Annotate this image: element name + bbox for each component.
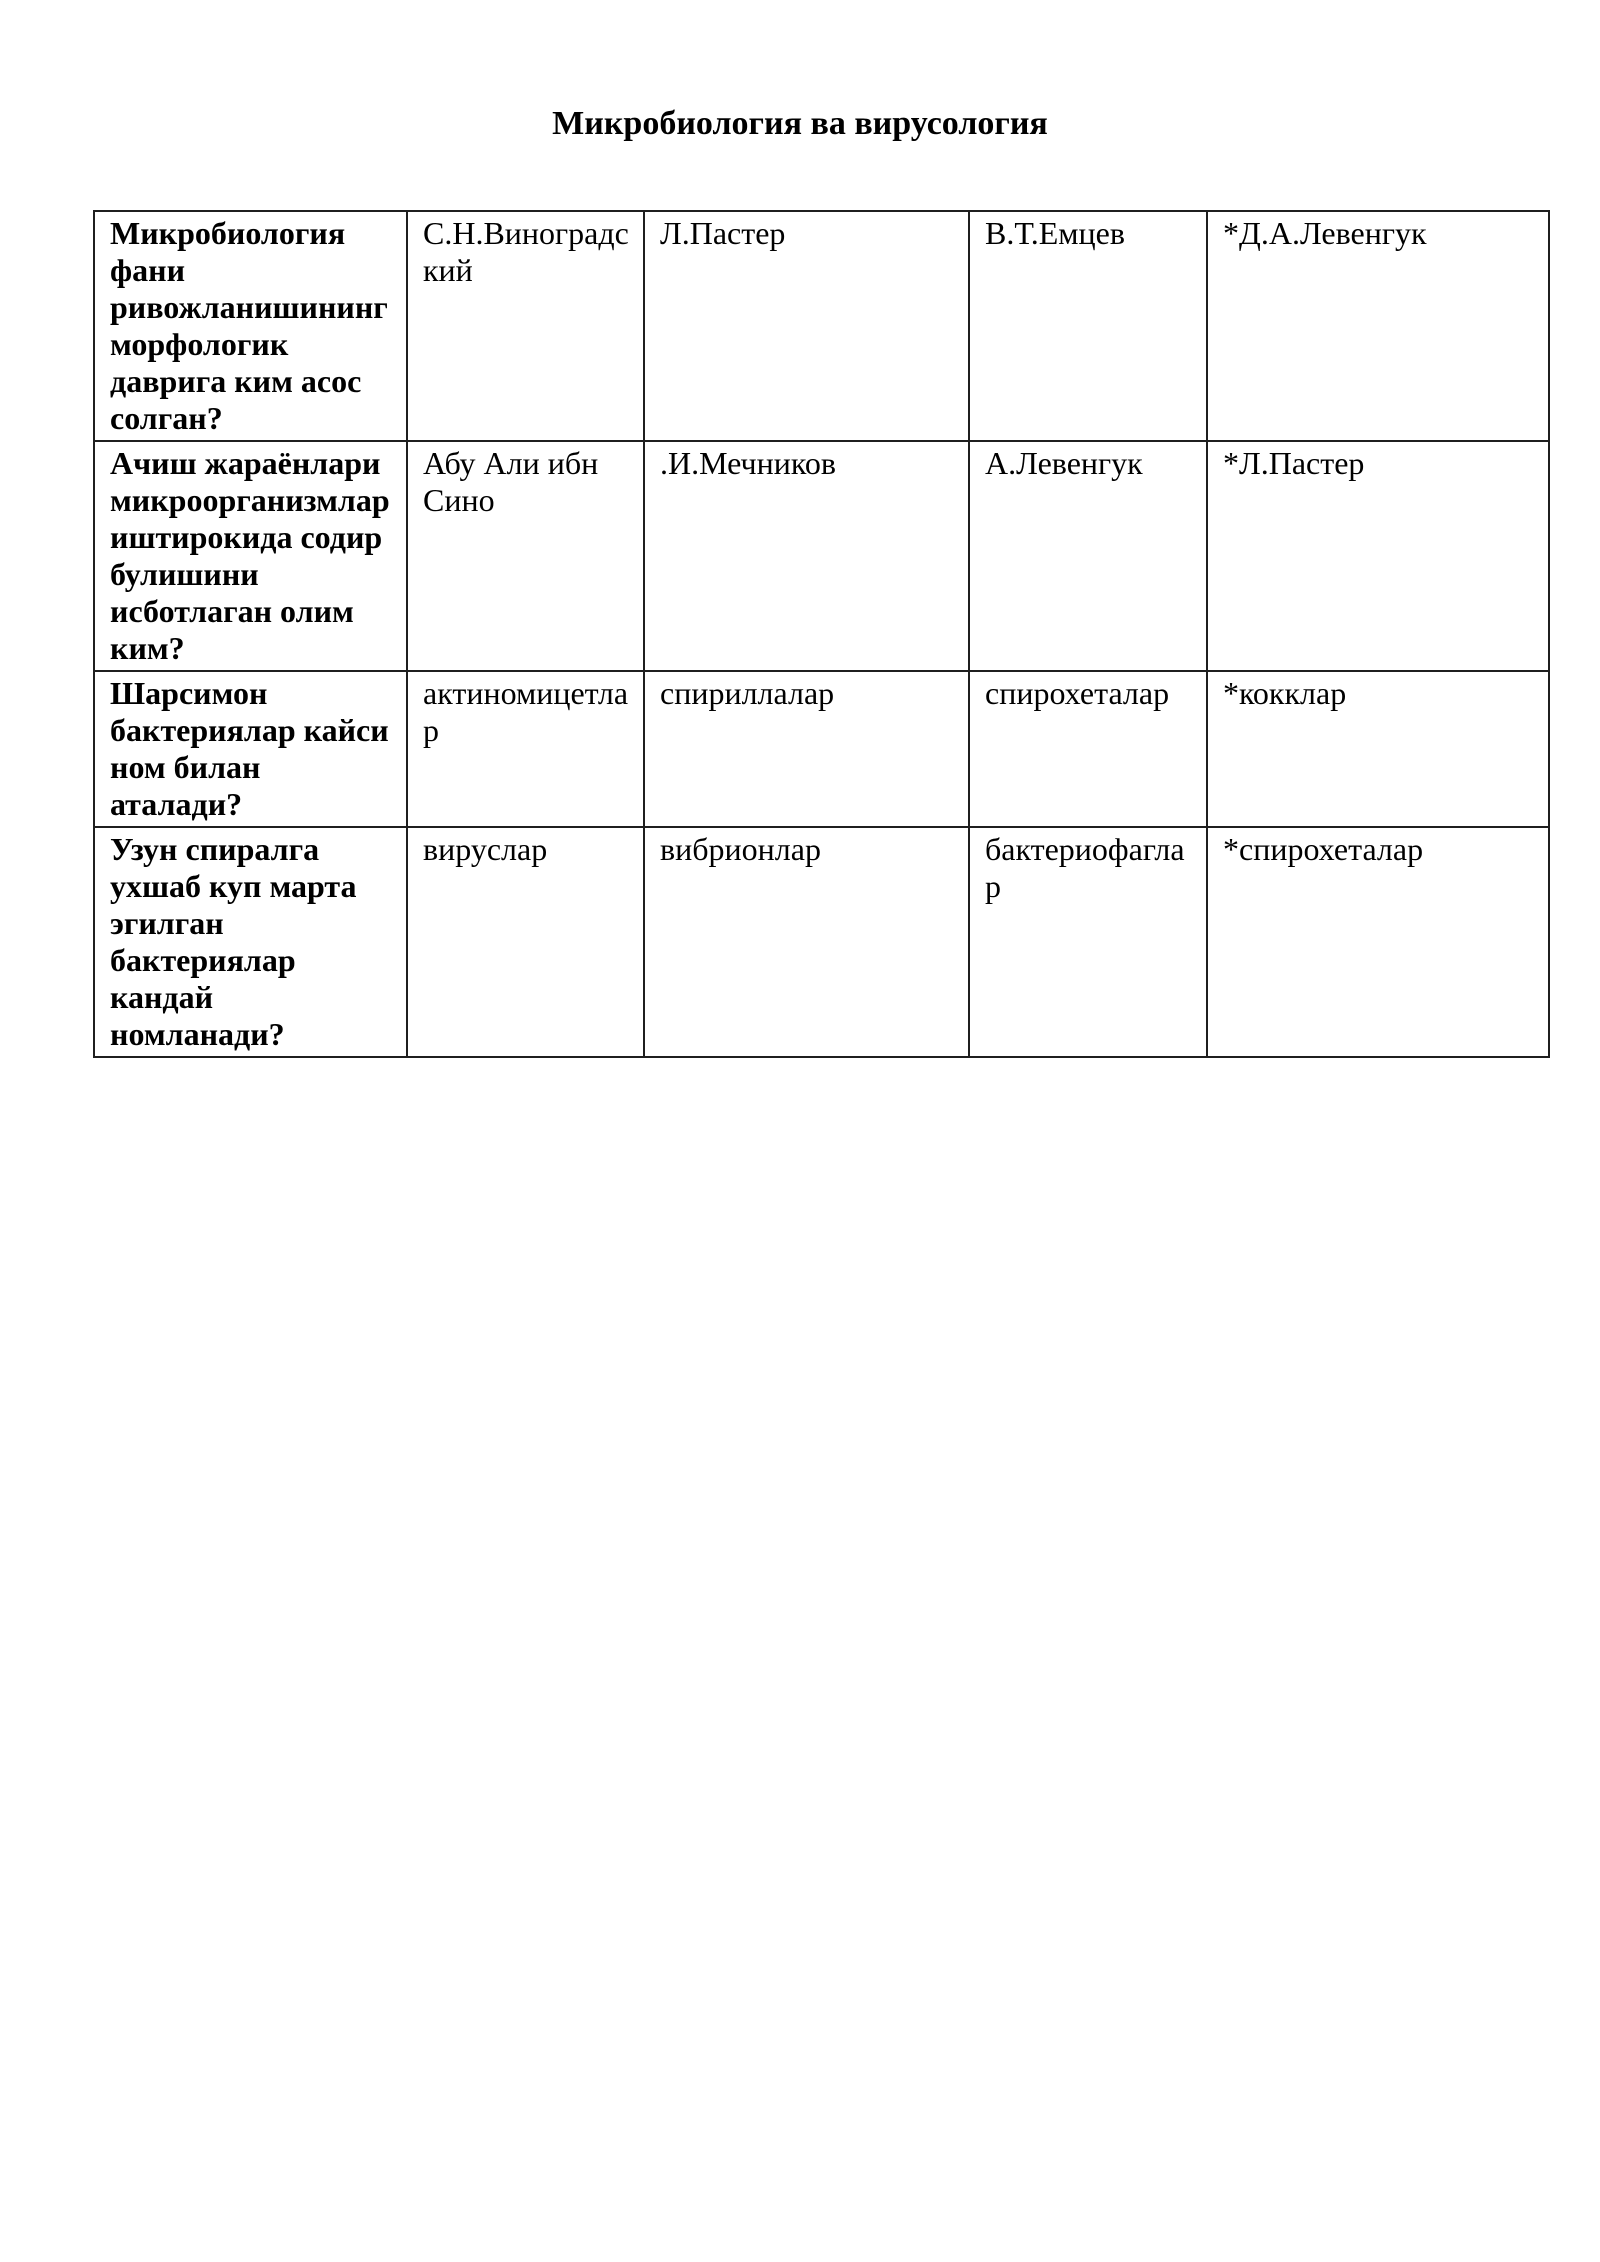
option-cell: спирохеталар: [969, 671, 1207, 827]
question-cell: Ачиш жараёнлари микроорганизмлар иштирокида содир булишини исботлаган олим ким?: [94, 441, 407, 671]
option-cell: Абу Али ибн Сино: [407, 441, 644, 671]
table-row: [94, 211, 1549, 441]
option-cell: актиномицетлар: [407, 671, 644, 827]
option-cell: С.Н.Виноградский: [407, 211, 644, 441]
question-cell: Микробиология фани ривожланишининг морфологик даврига ким асос солган?: [94, 211, 407, 441]
option-cell: вируслар: [407, 827, 644, 1057]
table-row: [94, 441, 1549, 671]
question-cell: Узун спиралга ухшаб куп марта эгилган бактериялар кандай номланади?: [94, 827, 407, 1057]
table-row: [94, 827, 1549, 1057]
option-cell: спириллалар: [644, 671, 969, 827]
option-cell-correct: *спирохеталар: [1207, 827, 1549, 1057]
option-cell: Л.Пастер: [644, 211, 969, 441]
table-row: [94, 671, 1549, 827]
option-cell-correct: *кокклар: [1207, 671, 1549, 827]
option-cell-correct: *Л.Пастер: [1207, 441, 1549, 671]
quiz-table: [93, 210, 1550, 1058]
option-cell: В.Т.Емцев: [969, 211, 1207, 441]
option-cell: А.Левенгук: [969, 441, 1207, 671]
question-cell: Шарсимон бактериялар кайси ном билан аталади?: [94, 671, 407, 827]
option-cell: вибрионлар: [644, 827, 969, 1057]
option-cell: .И.Мечников: [644, 441, 969, 671]
option-cell-correct: *Д.А.Левенгук: [1207, 211, 1549, 441]
document-title: Микробиология ва вирусология: [552, 105, 1048, 142]
option-cell: бактериофаглар: [969, 827, 1207, 1057]
